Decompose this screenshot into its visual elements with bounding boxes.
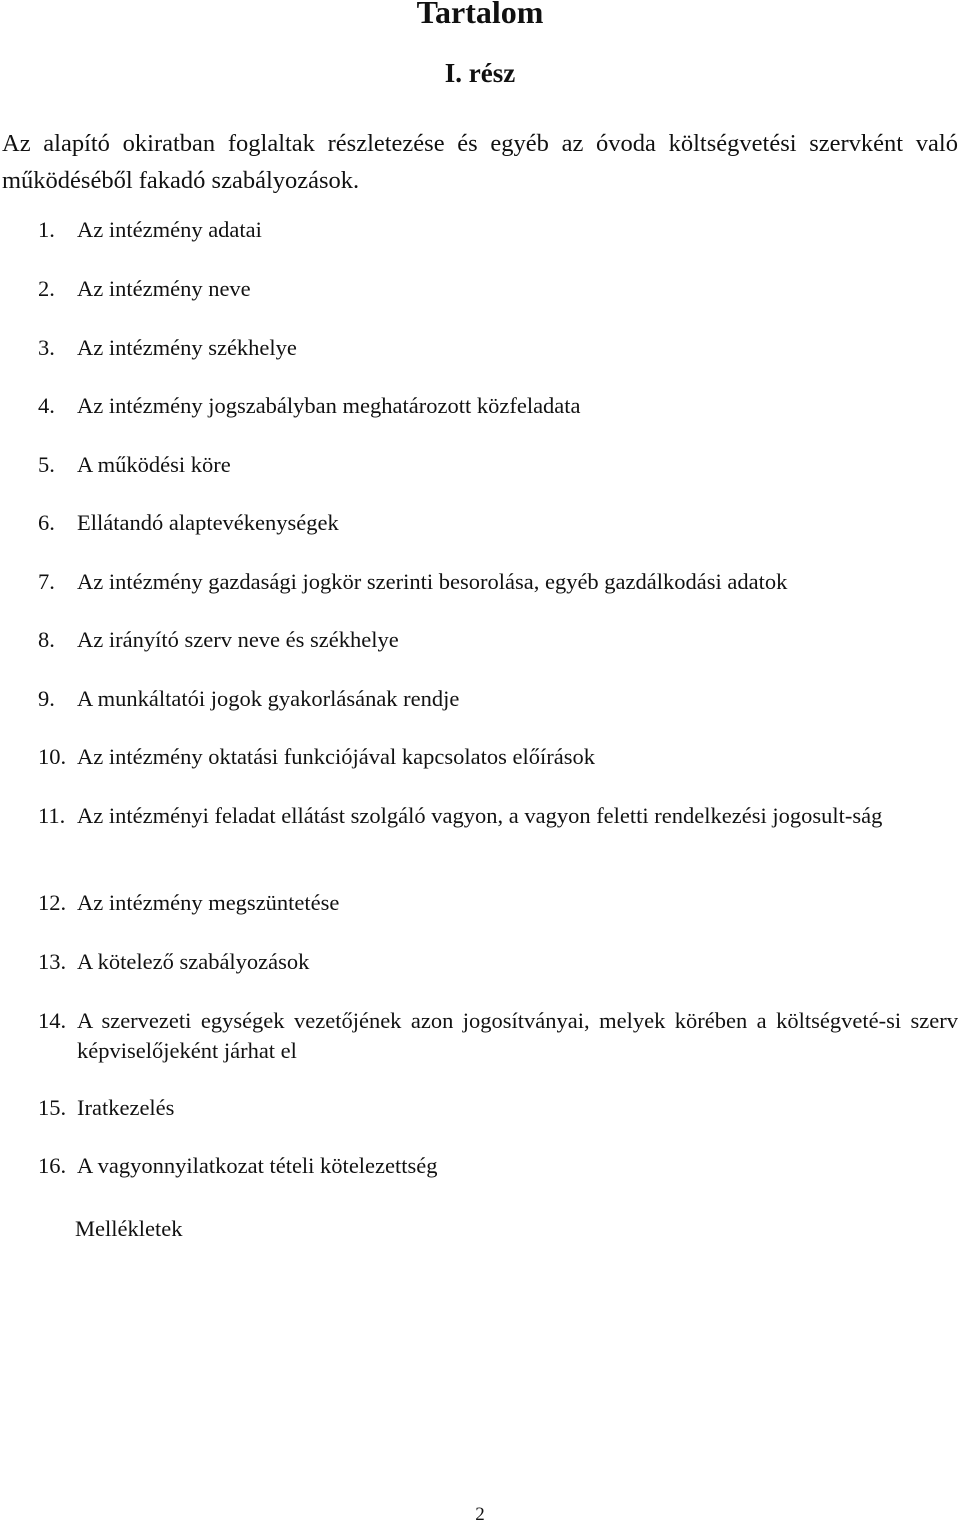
toc-item-text: A szervezeti egységek vezetőjének azon jogosítványai, melyek körében a költségveté-si szerv képviselőjeként járhat el <box>77 1008 958 1063</box>
toc-item-text: Ellátandó alaptevékenységek <box>77 510 339 535</box>
toc-item-number: 14. <box>38 1008 67 1033</box>
toc-item-text: A működési köre <box>77 452 231 477</box>
toc-item-text: Az intézmény gazdasági jogkör szerinti besorolása, egyéb gazdálkodási adatok <box>77 569 788 594</box>
toc-item-number: 11. <box>38 803 66 828</box>
toc-item-text: Az intézmény székhelye <box>77 335 297 360</box>
toc-item-number: 7. <box>38 569 55 594</box>
toc-item-number: 1. <box>38 217 55 242</box>
toc-item-number: 3. <box>38 335 55 360</box>
intro-paragraph: Az alapító okiratban foglaltak részletezése és egyéb az óvoda költségvetési szervként való működéséből fakadó szabályozások. <box>2 130 958 194</box>
document-title: Tartalom <box>416 0 544 30</box>
toc-item-number: 12. <box>38 890 67 915</box>
toc-item-number: 15. <box>38 1095 67 1120</box>
toc-item-number: 2. <box>38 276 55 301</box>
toc-item-number: 10. <box>38 744 67 769</box>
toc-item-text: Az intézményi feladat ellátást szolgáló vagyon, a vagyon feletti rendelkezési jogosult-ság <box>77 803 883 828</box>
toc-item-number: 4. <box>38 393 55 418</box>
toc-item-text: Az intézmény megszüntetése <box>77 890 340 915</box>
annex-heading: Mellékletek <box>75 1216 183 1241</box>
toc-item-text: A kötelező szabályozások <box>77 949 310 974</box>
toc-item-text: A vagyonnyilatkozat tételi kötelezettség <box>77 1153 438 1178</box>
toc-item-number: 16. <box>38 1153 67 1178</box>
toc-item-number: 8. <box>38 627 55 652</box>
toc-item-text: Az intézmény jogszabályban meghatározott közfeladata <box>77 393 581 418</box>
toc-item-text: Az intézmény neve <box>77 276 251 301</box>
toc-item-number: 13. <box>38 949 67 974</box>
toc-item-text: A munkáltatói jogok gyakorlásának rendje <box>77 686 460 711</box>
part-heading: I. rész <box>444 58 516 88</box>
toc-item-number: 9. <box>38 686 55 711</box>
toc-item-number: 5. <box>38 452 55 477</box>
page-number: 2 <box>475 1504 485 1525</box>
toc-item-text: Iratkezelés <box>77 1095 175 1120</box>
toc-item-text: Az irányító szerv neve és székhelye <box>77 627 399 652</box>
toc-item-text: Az intézmény oktatási funkciójával kapcsolatos előírások <box>77 744 595 769</box>
toc-item-text: Az intézmény adatai <box>77 217 262 242</box>
toc-item-number: 6. <box>38 510 55 535</box>
